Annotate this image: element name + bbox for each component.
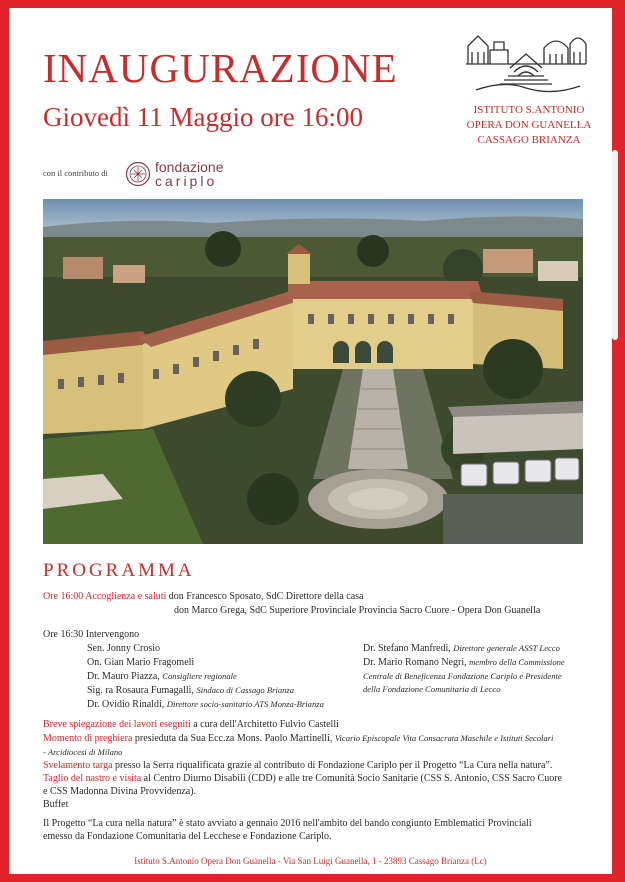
program-welcome bbox=[43, 590, 363, 603]
speaker-role: Sindaco di Cassago Brianza bbox=[196, 685, 295, 695]
fondazione-cariplo-logo bbox=[155, 160, 224, 188]
speaker-left-1 bbox=[87, 642, 160, 655]
speakers-time: Ore 16:30 Intervengono bbox=[43, 629, 140, 640]
event-title: INAUGURAZIONE bbox=[43, 45, 398, 91]
sponsor-logo-line-2: cariplo bbox=[155, 173, 218, 189]
speaker-left-4 bbox=[87, 684, 294, 697]
speaker-name: Dr. Mauro Piazza, bbox=[87, 671, 163, 682]
plaque-label: Svelamento targa bbox=[43, 760, 113, 771]
speaker-left-5 bbox=[87, 698, 324, 711]
side-scroll-tab[interactable] bbox=[612, 150, 618, 340]
speaker-name: Dr. Stefano Manfredi, bbox=[363, 643, 454, 654]
description-line-1: Il Progetto “La cura nella natura” è stato avviato a gennaio 2016 nell'ambito del bando congiunto Emblematici Provinciali bbox=[43, 818, 532, 829]
prayer-role-line-2: - Arcidiocesi di Milano bbox=[43, 747, 123, 757]
speaker-name: Sig. ra Rosaura Fumagalli, bbox=[87, 685, 197, 696]
institute-name bbox=[449, 103, 609, 148]
institute-line-1: ISTITUTO S.ANTONIO bbox=[473, 104, 585, 116]
program-buffet: Buffet bbox=[43, 799, 69, 810]
plaque-text: presso la Serra riqualificata grazie al contributo di Fondazione Cariplo per il Progetto “La Cura nella natura”. bbox=[112, 760, 553, 771]
event-date: Giovedì 11 Maggio ore 16:00 bbox=[43, 102, 363, 132]
welcome-time: Ore 16:00 Accoglienza e saluti bbox=[43, 591, 167, 602]
program-prayer bbox=[43, 732, 553, 745]
speaker-right-2-role-line-3: della Fondazione Comunitaria di Lecco bbox=[363, 684, 501, 694]
institute-logo bbox=[464, 24, 588, 94]
program-plaque bbox=[43, 759, 552, 772]
speaker-role: Direttore generale ASST Lecco bbox=[453, 643, 560, 653]
speaker-name: Dr. Ovidio Rinaldi, bbox=[87, 699, 167, 710]
speaker-right-2 bbox=[363, 656, 565, 669]
speaker-left-3 bbox=[87, 670, 237, 683]
ribbon-label: Taglio del nastro e visita bbox=[43, 773, 142, 784]
speaker-name: On. Gian Mario Fragomeli bbox=[87, 657, 195, 668]
speaker-role: Consigliere regionale bbox=[162, 671, 237, 681]
welcome-speaker-2: don Marco Grega, SdC Superiore Provinciale Provincia Sacro Cuore - Opera Don Guanella bbox=[174, 605, 541, 616]
institute-line-2: OPERA DON GUANELLA bbox=[466, 119, 592, 131]
works-label: Breve spiegazione dei lavori eseguiti bbox=[43, 719, 191, 730]
program-works bbox=[43, 718, 339, 731]
speaker-name: Sen. Jonny Crosio bbox=[87, 643, 161, 654]
contribution-text: con il contributo di bbox=[43, 168, 108, 178]
prayer-role: Vicario Episcopale Vita Consacrata Maschile e Istituti Secolari bbox=[334, 733, 554, 743]
sponsor-logo-line-1: fondazione bbox=[155, 159, 224, 175]
speaker-name: Dr. Mario Romano Negri, bbox=[363, 657, 470, 668]
speaker-right-2-role-line-2: Centrale di Beneficenza Fondazione Cariplo e Presidente bbox=[363, 671, 562, 681]
ribbon-text-line-2: e CSS Madonna Divina Provvidenza). bbox=[43, 786, 197, 797]
poster-page bbox=[9, 8, 612, 874]
works-text: a cura dell'Architetto Fulvio Castelli bbox=[190, 719, 339, 730]
description-line-2: emesso da Fondazione Comunitaria del Lecchese e Fondazione Cariplo. bbox=[43, 831, 332, 842]
welcome-speaker-1: don Francesco Sposato, SdC Direttore della casa bbox=[166, 591, 364, 602]
speaker-left-2 bbox=[87, 656, 194, 669]
prayer-text: presieduta da Sua Ecc.za Mons. Paolo Martinelli, bbox=[132, 733, 335, 744]
institute-line-3: CASSAGO BRIANZA bbox=[477, 134, 581, 146]
speaker-role: Direttore socio-sanitario ATS Monza-Brianza bbox=[166, 699, 324, 709]
speaker-right-1 bbox=[363, 642, 560, 655]
program-ribbon bbox=[43, 772, 562, 785]
ribbon-text: al Centro Diurno Disabili (CDD) e alle tre Comunità Socio Sanitarie (CSS S. Antonio, CSS Sacro Cuore bbox=[141, 773, 562, 784]
footer-address: Istituto S.Antonio Opera Don Guanella - Via San Luigi Guanella, 1 - 23893 Cassago Brianza (Lc) bbox=[134, 856, 487, 866]
institute-aerial-photo bbox=[43, 199, 583, 544]
prayer-label: Momento di preghiera bbox=[43, 733, 133, 744]
speaker-role: membro della Commissione bbox=[469, 657, 565, 667]
fondazione-cariplo-emblem-icon bbox=[125, 161, 151, 187]
program-title: PROGRAMMA bbox=[43, 560, 195, 581]
